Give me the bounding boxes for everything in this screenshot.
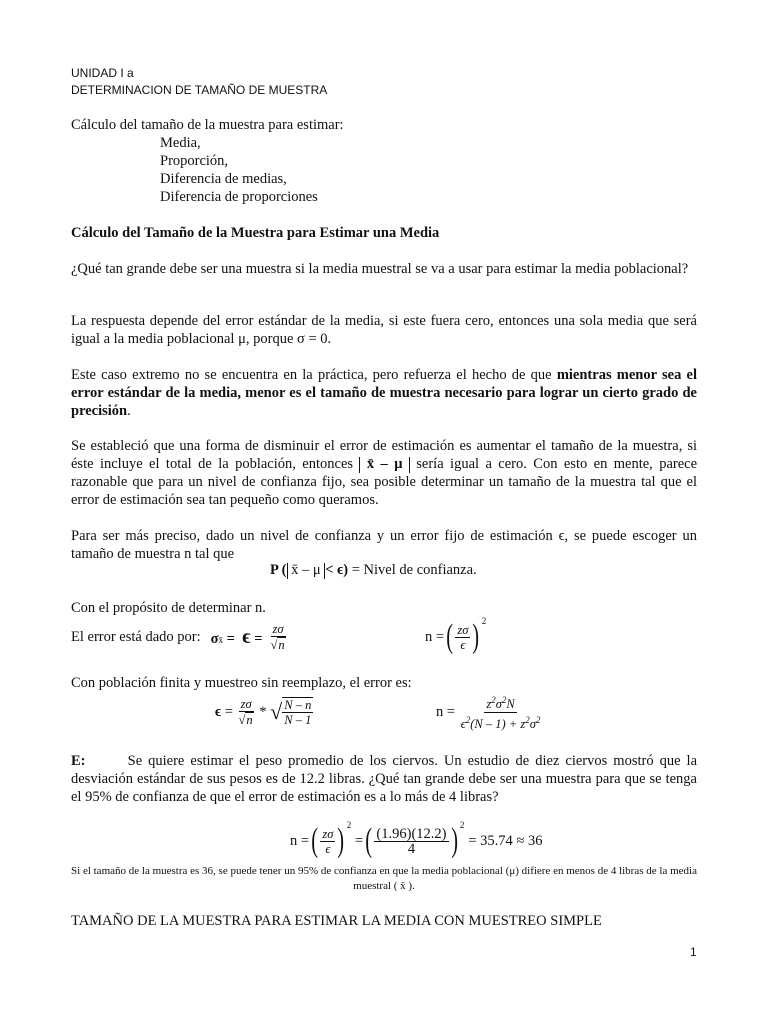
document-title: DETERMINACION DE TAMAÑO DE MUESTRA [71, 83, 328, 97]
finite-population-line: Con población finita y muestreo sin reemplazo, el error es: [71, 675, 412, 691]
prob-close: < ϵ) [325, 562, 349, 578]
intro-item: Media, [160, 135, 201, 151]
paragraph-decrease-error [71, 437, 697, 509]
paragraph-text: . [127, 403, 131, 419]
fraction-finite-n: $\frac{z^2\sigma^2N}{\epsilon^2(N - 1) + z^2\sigma^2}$ [460, 695, 541, 731]
finite-error-formula: ϵ = $\frac{z\sigma}{√n}$ * √ $\frac{N - n}{N - 1}$ [215, 697, 312, 727]
page-number: 1 [690, 945, 697, 959]
example-label: E: [71, 753, 86, 769]
n-formula-finite: n = $\frac{z^2\sigma^2N}{\epsilon^2(N - 1) + z^2\sigma^2}$ [436, 695, 541, 731]
intro-lead: Cálculo del tamaño de la muestra para estimar: [71, 117, 344, 133]
paren-left: ( [446, 618, 454, 655]
example-text: Se quiere estimar el peso promedio de los ciervos. Un estudio de diez ciervos mostró que la desviación estándar de sus pesos es de 12.2 libras. ¿Qué tan grande debe ser una muestra para que se tenga el 95% de confianza de que el error de estimación es a lo más de 4 libras? [71, 753, 698, 805]
paragraph-precision: Para ser más preciso, dado un nivel de confianza y un error fijo de estimación ϵ, se puede escoger un tamaño de muestra n tal que [71, 528, 697, 562]
prob-tail: = Nivel de confianza. [348, 562, 477, 578]
paragraph-text: Se estableció que una forma de disminuir el error de estimación es aumentar el tamaño de la muestra, si éste incluye el total de la población, entonces [71, 438, 697, 472]
fraction-z-sigma-over-root-n: $\frac{z\sigma}{√n}$ [238, 697, 253, 727]
error-label: El error está dado por: [71, 628, 201, 645]
error-value: 4 [407, 840, 416, 857]
paragraph-text: sería igual a cero. Con esto en mente, parece razonable que para un nivel de confianza fijo, sea posible determinar un tamaño de la muestra tal que el error de estimación sea tan pequeño como queramos. [71, 456, 698, 508]
example-result: = 35.74 ≈ 36 [468, 832, 543, 849]
sigma-value: 12.2 [416, 825, 442, 842]
example-paragraph [71, 752, 697, 806]
purpose-line: Con el propósito de determinar n. [71, 600, 266, 616]
paragraph-text: Este caso extremo no se encuentra en la práctica, pero refuerza el hecho de que [71, 367, 557, 383]
fraction-z-sigma-over-root-n: $\frac{z\sigma}{√n}$ [270, 622, 285, 652]
abs-bar-left [359, 457, 360, 473]
probability-statement [270, 562, 477, 579]
intro-item: Diferencia de medias, [160, 171, 287, 187]
prob-abs-expression: x̄ – μ [291, 562, 321, 578]
section-heading: Cálculo del Tamaño de la Muestra para Estimar una Media [71, 225, 440, 241]
prob-open: P ( [270, 562, 287, 578]
example-computation: n = ( $\frac{z\sigma}{\epsilon}$ ) $^2$ = ( $\frac{(1.96)(12.2)}{4}$ ) $^2$ = 35.74 ≈ 36 [290, 820, 543, 859]
fraction-z-sigma-over-epsilon: $\frac{z\sigma}{\epsilon}$ [457, 622, 469, 652]
paren-right: ) [472, 618, 480, 655]
intro-item: Diferencia de proporciones [160, 189, 318, 205]
sigma-xbar-symbol: σx̄ = ϵ = [210, 625, 263, 648]
example-caption: Si el tamaño de la muestra es 36, se puede tener un 95% de confianza en que la media poblacional (μ) difiere en menos de 4 libras de la media muestral ( x̄ ). [71, 865, 697, 892]
fraction-example-values: $\frac{(1.96)(12.2)}{4}$ [376, 825, 447, 857]
unit-label: UNIDAD I a [71, 66, 134, 80]
abs-bar-left [287, 563, 288, 579]
paragraph-extreme-case [71, 366, 697, 420]
n-formula-infinite: n = ( $\frac{z\sigma}{\epsilon}$ ) $^2$ [425, 616, 487, 655]
abs-expression: x̄ – μ [366, 456, 403, 472]
intro-item: Proporción, [160, 153, 229, 169]
paragraph-standard-error: La respuesta depende del error estándar de la media, si este fuera cero, entonces una sola media que será igual a la media poblacional μ, porque σ = 0. [71, 313, 697, 347]
error-formula [71, 616, 288, 658]
paragraph-emphasis: mientras menor sea el error estándar de la media, menor es el tamaño de muestra necesario para lograr un cierto grado de precisión [71, 367, 697, 419]
z-value: 1.96 [381, 825, 407, 842]
fraction-finite-correction: $\frac{N - n}{N - 1}$ [284, 698, 312, 727]
paragraph-question: ¿Qué tan grande debe ser una muestra si la media muestral se va a usar para estimar la media poblacional? [71, 261, 689, 277]
next-section-heading: TAMAÑO DE LA MUESTRA PARA ESTIMAR LA MEDIA CON MUESTREO SIMPLE [71, 913, 602, 929]
